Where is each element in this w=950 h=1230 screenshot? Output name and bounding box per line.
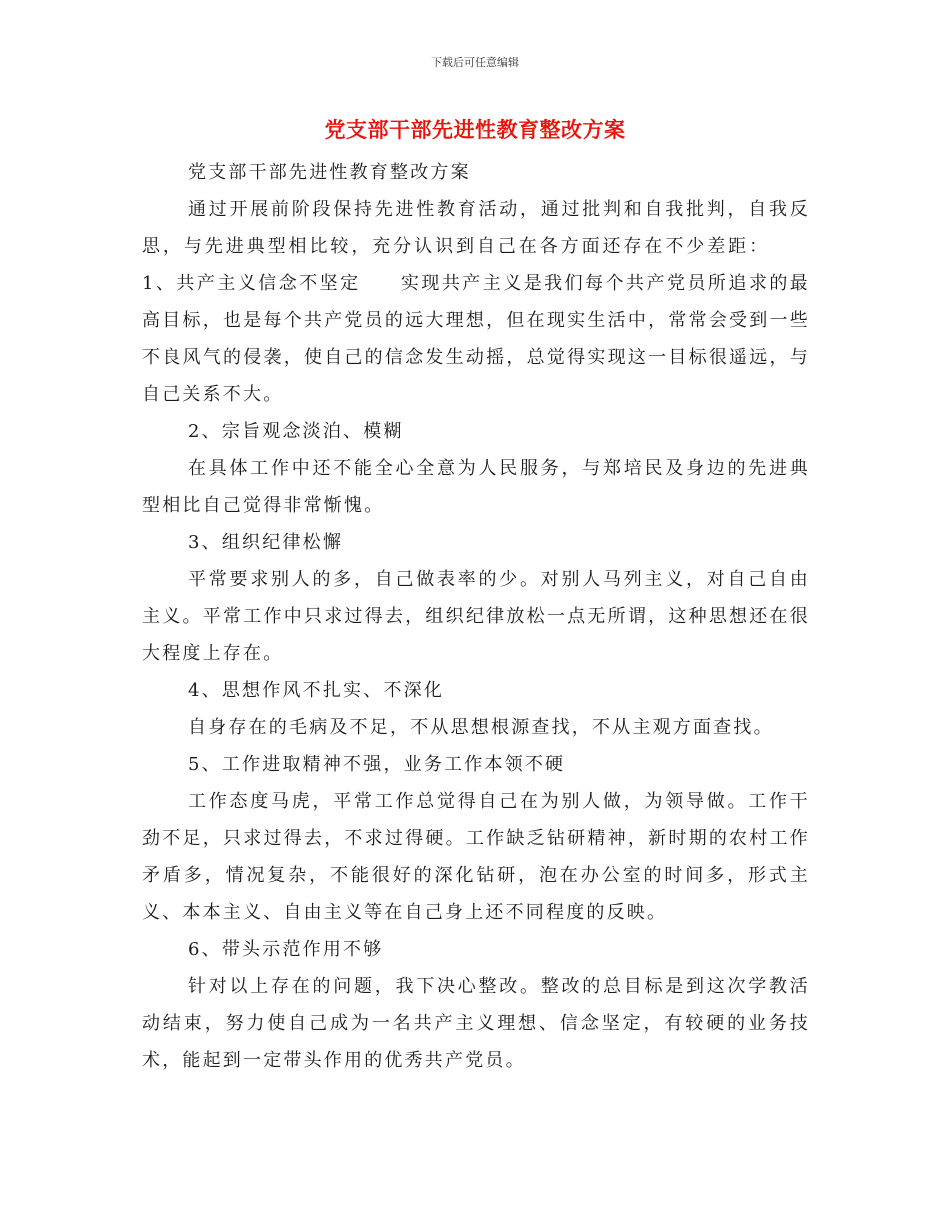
paragraph-6-text: 针对以上存在的问题，我下决心整改。整改的总目标是到这次学教活动结束，努力使自己成为一名共产主义理想、信念坚定，有较硬的业务技术，能起到一定带头作用的优秀共产党员。 [142, 976, 810, 1071]
paragraph-subtitle: 党支部干部先进性教育整改方案 [188, 162, 471, 183]
paragraph-2-text: 在具体工作中还不能全心全意为人民服务，与郑培民及身边的先进典型相比自己觉得非常惭愧。 [142, 458, 810, 516]
document-body [142, 154, 810, 1079]
heading-5: 5、工作进取精神不强，业务工作本领不硬 [188, 754, 566, 775]
heading-6: 6、带头示范作用不够 [188, 939, 384, 960]
paragraph-3-text: 平常要求别人的多，自己做表率的少。对别人马列主义，对自己自由主义。平常工作中只求过得去，组织纪律放松一点无所谓，这种思想还在很大程度上存在。 [142, 569, 810, 664]
heading-2: 2、宗旨观念淡泊、模糊 [188, 421, 404, 442]
paragraph-1-text: 实现共产主义是我们每个共产党员所追求的最高目标，也是每个共产党员的远大理想，但在现实生活中，常常会受到一些不良风气的侵袭，使自己的信念发生动摇，总觉得实现这一目标很遥远，与自己关系不大。 [142, 273, 811, 405]
paragraph-5-text: 工作态度马虎，平常工作总觉得自己在为别人做，为领导做。工作干劲不足，只求过得去，不求过得硬。工作缺乏钻研精神，新时期的农村工作矛盾多，情况复杂，不能很好的深化钻研，泡在办公室的时间多，形式主义、本本主义、自由主义等在自己身上还不同程度的反映。 [142, 791, 810, 923]
heading-4: 4、思想作风不扎实、不深化 [188, 680, 445, 701]
header-note: 下载后可任意编辑 [431, 56, 519, 69]
heading-3: 3、组织纪律松懈 [188, 532, 344, 553]
document-title: 党支部干部先进性教育整改方案 [324, 118, 626, 142]
intro-text: 通过开展前阶段保持先进性教育活动，通过批判和自我批判，自我反思，与先进典型相比较，充分认识到自己在各方面还存在不少差距： [142, 199, 810, 257]
paragraph-4-text: 自身存在的毛病及不足，不从思想根源查找，不从主观方面查找。 [188, 717, 774, 738]
heading-1: 1、共产主义信念不坚定 [142, 273, 361, 294]
paragraph-intro [142, 191, 810, 413]
